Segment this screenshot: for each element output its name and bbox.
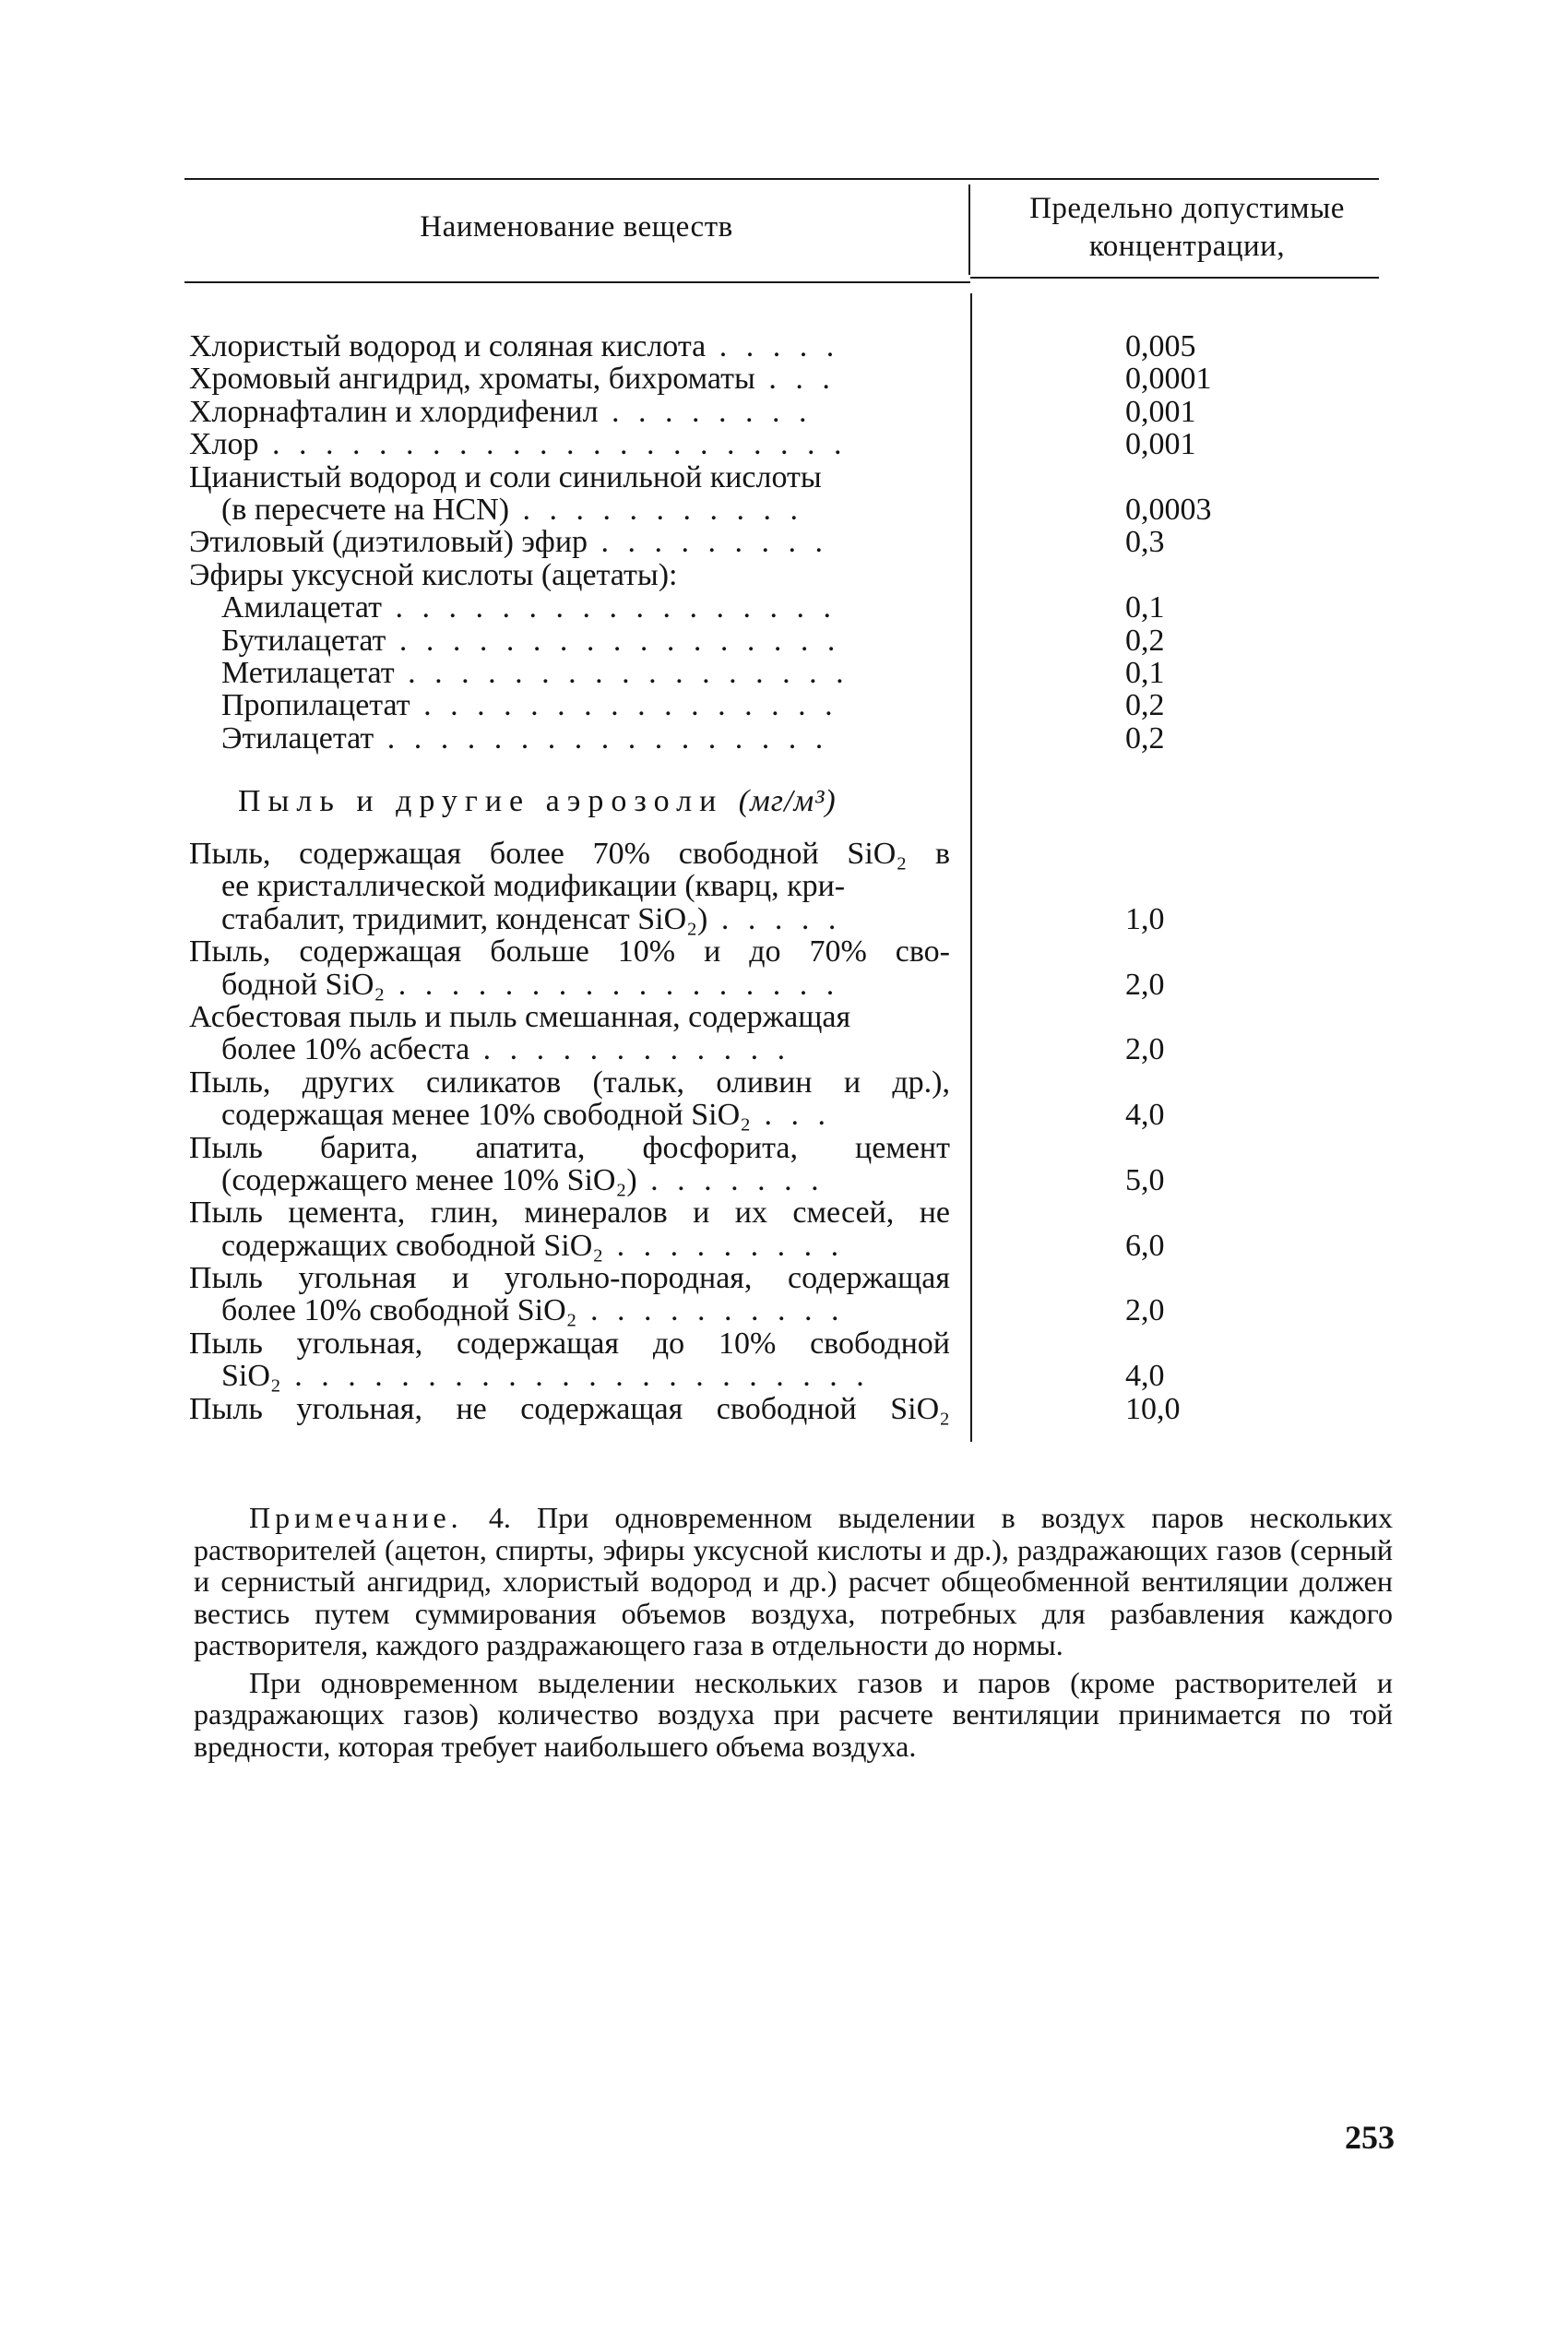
table-row: SiO₂ . . . . . . . . . . . . . . . . . . . . . . 4,0 xyxy=(189,1360,1296,1392)
gases-list xyxy=(189,330,1296,755)
table-row: Этилацетат . . . . . . . . . . . . . . . . . 0,2 xyxy=(189,722,1296,755)
row-value: 0,1 xyxy=(1125,590,1165,625)
section-title-text: Пыль и другие аэрозоли xyxy=(238,784,724,818)
table-row: Амилацетат . . . . . . . . . . . . . . . . . 0,1 xyxy=(189,591,1296,624)
section-title-dust xyxy=(238,784,837,819)
row-value: 0,2 xyxy=(1125,720,1165,756)
row-name: Пыль цемента, глин, минералов и их смесей, не xyxy=(189,1196,950,1230)
row-name: Бутилацетат xyxy=(221,624,386,657)
row-name: SiO₂ xyxy=(221,1360,281,1393)
row-value: 4,0 xyxy=(1125,1098,1165,1133)
row-name: содержащих свободной SiO₂ xyxy=(221,1229,604,1263)
table-row xyxy=(189,559,1296,591)
table-row: Метилацетат . . . . . . . . . . . . . . . . . 0,1 xyxy=(189,657,1296,689)
table-row: Этиловый (диэтиловый) эфир . . . . . . . . . 0,3 xyxy=(189,526,1296,558)
table-row: Пропилацетат . . . . . . . . . . . . . . . . 0,2 xyxy=(189,689,1296,721)
table-row: Хлор . . . . . . . . . . . . . . . . . . . . . . 0,001 xyxy=(189,428,1296,460)
dust-list xyxy=(189,838,1296,1425)
table-row: более 10% асбеста . . . . . . . . . . . . 2,0 xyxy=(189,1033,1296,1065)
table-row: содержащих свободной SiO₂ . . . . . . . . . 6,0 xyxy=(189,1230,1296,1262)
row-value: 2,0 xyxy=(1125,967,1165,1002)
header-max-concentration-line1: Предельно допустимые xyxy=(1029,192,1345,225)
row-value: 4,0 xyxy=(1125,1359,1165,1394)
row-value: 5,0 xyxy=(1125,1162,1165,1197)
row-value: 0,0001 xyxy=(1125,362,1212,397)
row-name: более 10% свободной SiO₂ xyxy=(221,1294,577,1327)
footnote-paragraph-1 xyxy=(194,1502,1393,1661)
row-name: Хлористый водород и соляная кислота xyxy=(189,330,707,363)
row-name: Пыль угольная, содержащая до 10% свободной xyxy=(189,1327,950,1361)
footnote xyxy=(194,1502,1393,1762)
table-row: Хлористый водород и соляная кислота . . . . . 0,005 xyxy=(189,330,1296,363)
row-value: 0,2 xyxy=(1125,688,1165,723)
header-max-concentration xyxy=(980,190,1395,266)
table-row xyxy=(189,1327,1296,1360)
header-substance-name: Наименование веществ xyxy=(420,210,733,244)
header-bottom-rule-left xyxy=(184,281,970,283)
row-name: более 10% асбеста xyxy=(221,1033,470,1066)
section-title-unit: (мг/м³) xyxy=(738,784,837,818)
row-value: 0,001 xyxy=(1125,394,1196,429)
row-name: (содержащего менее 10% SiO₂) xyxy=(221,1163,637,1197)
table-row xyxy=(189,1262,1296,1294)
row-value: 2,0 xyxy=(1125,1293,1165,1328)
row-name: содержащая менее 10% свободной SiO₂ xyxy=(221,1099,751,1132)
row-name: Цианистый водород и соли синильной кислоты xyxy=(189,460,822,494)
header-column-divider xyxy=(968,184,970,275)
header-bottom-rule-right xyxy=(970,277,1379,279)
row-name: Пыль, содержащая более 70% свободной SiO₂ в xyxy=(189,838,950,871)
table-row: (в пересчете на HCN) . . . . . . . . . . . 0,0003 xyxy=(189,494,1296,526)
row-name: Пыль барита, апатита, фосфорита, цемент xyxy=(189,1131,950,1164)
row-value: 0,2 xyxy=(1125,623,1165,658)
table-row: стабалит, тридимит, конденсат SiO₂) . . . . . 1,0 xyxy=(189,903,1296,935)
table-row: Хромовый ангидрид, хроматы, бихроматы . . . 0,0001 xyxy=(189,363,1296,395)
table-row xyxy=(189,1066,1296,1099)
row-value: 0,1 xyxy=(1125,655,1165,690)
row-value: 0,001 xyxy=(1125,427,1196,462)
row-value: 0,3 xyxy=(1125,525,1165,560)
row-value: 0,0003 xyxy=(1125,492,1212,527)
row-name: Пыль, содержащая больше 10% и до 70% сво- xyxy=(189,935,950,969)
header-max-concentration-line2: концентрации, xyxy=(1088,230,1286,263)
footnote-text-2: При одновременном выделении нескольких газов и паров (кроме растворителей и раздражающих газов) количество воздуха при расчете вентиляции принимается по той вредности, которая требует наибольшего объема воздуха. xyxy=(194,1665,1393,1763)
row-name: (в пересчете на HCN) xyxy=(221,493,510,527)
row-name: Этиловый (диэтиловый) эфир xyxy=(189,526,588,559)
table-row xyxy=(189,461,1296,494)
row-name: ее кристаллической модификации (кварц, кри- xyxy=(221,870,846,903)
row-name: Хлорнафталин и хлордифенил xyxy=(189,395,599,429)
row-name: Пропилацетат xyxy=(221,689,410,722)
table-row xyxy=(189,870,1296,902)
table-row xyxy=(189,1001,1296,1033)
table-row: более 10% свободной SiO₂ . . . . . . . . . . 2,0 xyxy=(189,1294,1296,1327)
table-row xyxy=(189,1196,1296,1229)
table-row xyxy=(189,1393,1296,1425)
footnote-text-1: 4. При одновременном выделении в воздух паров нескольких растворителей (ацетон, спирты, эфиры уксусной кислоты и др.), раздражающих газов (серный и сернистый ангидрид, хлористый водород и др.) расчет общеобменной вентиляции должен вестись путем суммирования объемов воздуха, потребных для разбавления каждого растворителя, каждого раздражающего газа в отдельности до нормы. xyxy=(194,1501,1393,1661)
row-name: бодной SiO₂ xyxy=(221,968,386,1001)
row-name: Хлор xyxy=(189,428,259,461)
table-row: бодной SiO₂ . . . . . . . . . . . . . . . . . 2,0 xyxy=(189,969,1296,1001)
row-value: 10,0 xyxy=(1125,1391,1181,1426)
table-row xyxy=(189,838,1296,870)
table-row: содержащая менее 10% свободной SiO₂ . . . 4,0 xyxy=(189,1099,1296,1131)
row-value: 1,0 xyxy=(1125,901,1165,936)
table-row: (содержащего менее 10% SiO₂) . . . . . . . 5,0 xyxy=(189,1164,1296,1196)
footnote-paragraph-2 xyxy=(194,1667,1393,1763)
table-top-rule xyxy=(184,178,1379,180)
row-name: стабалит, тридимит, конденсат SiO₂) xyxy=(221,902,708,936)
row-name: Пыль угольная и угольно-породная, содержащая xyxy=(189,1262,950,1295)
row-name: Хромовый ангидрид, хроматы, бихроматы xyxy=(189,363,755,396)
table-row xyxy=(189,935,1296,968)
row-name: Метилацетат xyxy=(221,656,395,690)
footnote-label: Примечание. xyxy=(249,1501,463,1534)
row-name: Асбестовая пыль и пыль смешанная, содержащая xyxy=(189,1000,851,1034)
table-row: Хлорнафталин и хлордифенил . . . . . . . . 0,001 xyxy=(189,396,1296,428)
page-number: 253 xyxy=(1345,2119,1395,2156)
table-row: Бутилацетат . . . . . . . . . . . . . . . . . 0,2 xyxy=(189,625,1296,657)
row-value: 2,0 xyxy=(1125,1032,1165,1067)
row-name: Эфиры уксусной кислоты (ацетаты): xyxy=(189,558,678,592)
row-value: 6,0 xyxy=(1125,1228,1165,1263)
row-name: Этилацетат xyxy=(221,721,374,756)
row-name: Амилацетат xyxy=(221,591,382,625)
table-row xyxy=(189,1132,1296,1164)
row-name: Пыль угольная, не содержащая свободной SiO₂ xyxy=(189,1392,950,1426)
row-value: 0,005 xyxy=(1125,329,1196,363)
row-name: Пыль, других силикатов (тальк, оливин и др.), xyxy=(189,1065,950,1100)
